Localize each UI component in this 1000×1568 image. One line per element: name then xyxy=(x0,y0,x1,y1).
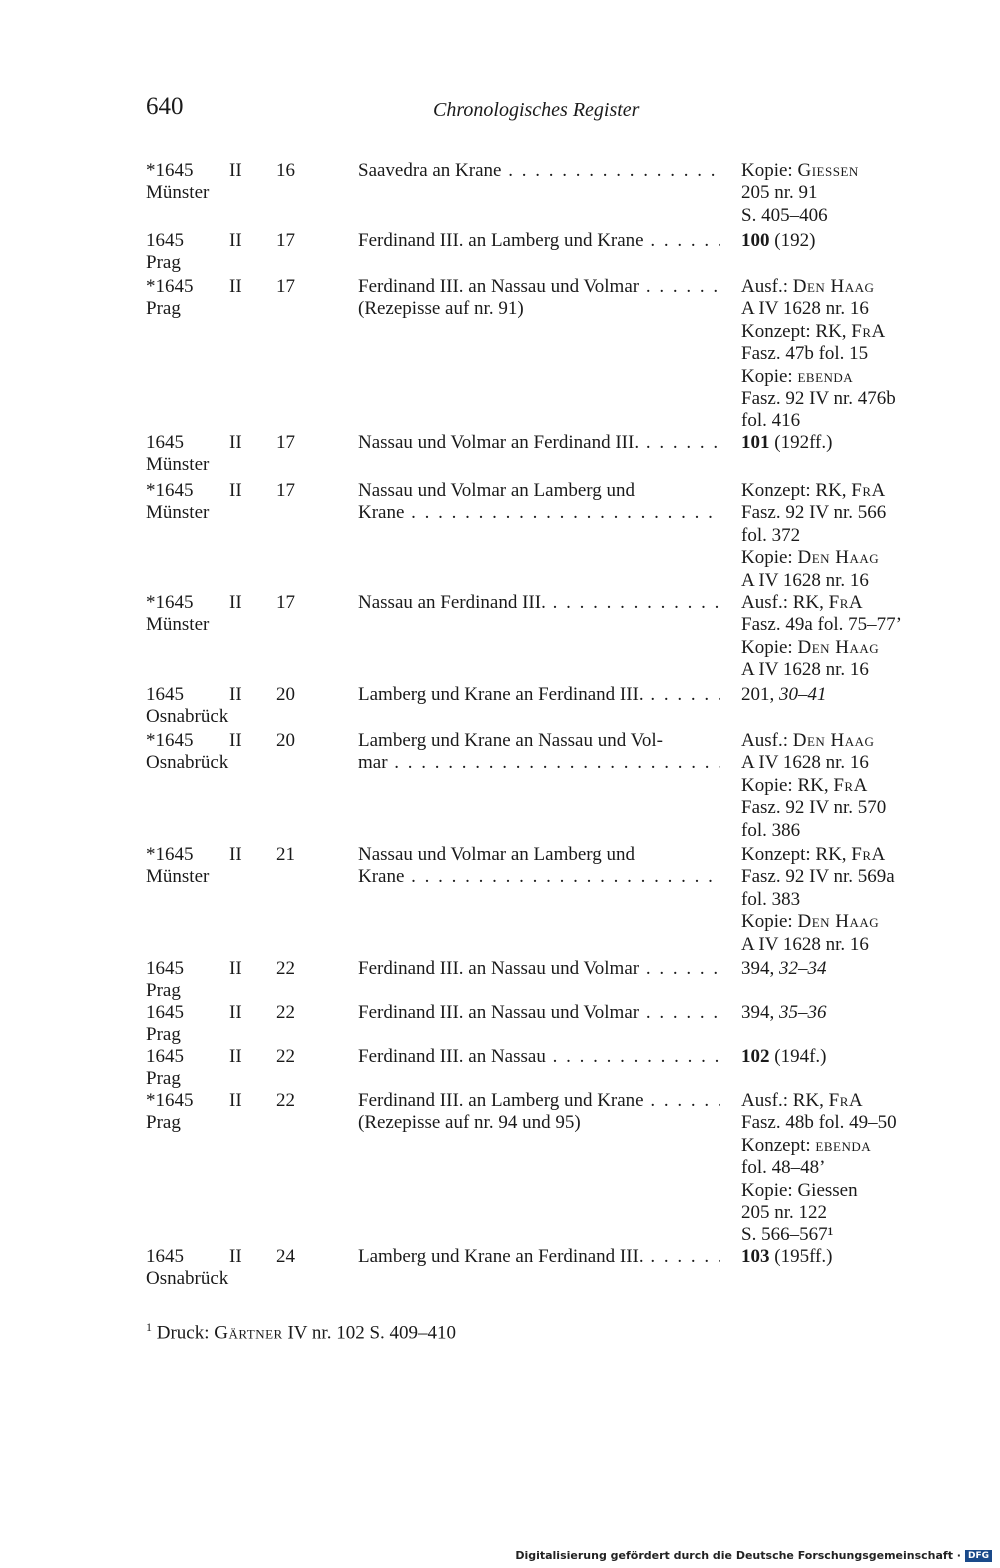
source-segment: fol. 386 xyxy=(741,819,801,841)
source-segment: 394, xyxy=(741,958,779,979)
source-line xyxy=(741,592,941,614)
source-line xyxy=(741,934,941,956)
source-line xyxy=(741,958,941,980)
source-segment: FrA xyxy=(851,320,886,342)
entry-day: 20 xyxy=(276,730,295,751)
description-line: Ferdinand III. an Nassau und Volmar . . . xyxy=(358,276,720,298)
entry-source xyxy=(741,230,941,252)
entry-description xyxy=(358,276,720,321)
source-segment: Konzept: xyxy=(741,1134,816,1156)
entry-month: II xyxy=(229,276,242,297)
source-line xyxy=(741,844,941,866)
source-segment: A IV 1628 nr. 16 xyxy=(741,933,869,955)
entry-month: II xyxy=(229,684,242,705)
credit-text: Digitalisierung gefördert durch die Deutsche Forschungsgemeinschaft · xyxy=(515,1549,961,1562)
source-line xyxy=(741,775,941,797)
entry-description xyxy=(358,1090,720,1135)
entry-place: Osnabrück xyxy=(146,1268,229,1290)
source-line xyxy=(741,614,941,636)
source-segment: A IV 1628 nr. 16 xyxy=(741,752,869,774)
entry-description xyxy=(358,230,720,252)
source-line xyxy=(741,410,941,432)
footnote xyxy=(146,1320,456,1344)
source-segment: Ausf.: RK, xyxy=(741,592,829,613)
source-segment: 101 xyxy=(741,432,770,453)
entry-day: 17 xyxy=(276,276,295,297)
page-header xyxy=(0,93,1000,133)
entry-description xyxy=(358,730,720,775)
source-line xyxy=(741,547,941,569)
page-number: 640 xyxy=(146,93,184,120)
source-segment: Kopie: Giessen xyxy=(741,1179,858,1201)
entry-year: 1645 xyxy=(146,958,184,979)
description-line: mar . . . xyxy=(358,752,720,774)
source-segment: Kopie: xyxy=(741,365,798,387)
footnote-marker: 1 xyxy=(146,1320,152,1334)
entry-day: 17 xyxy=(276,480,295,501)
source-line xyxy=(741,1157,941,1179)
source-segment: Den Haag xyxy=(797,636,880,658)
source-segment: A IV 1628 nr. 16 xyxy=(741,569,869,591)
source-segment: 205 nr. 91 xyxy=(741,182,818,204)
entry-place: Prag xyxy=(146,298,181,320)
source-line xyxy=(741,911,941,933)
source-segment: 205 nr. 122 xyxy=(741,1202,828,1224)
source-segment: Kopie: xyxy=(741,911,798,933)
entry-description xyxy=(358,684,720,706)
source-segment: 201, xyxy=(741,684,779,705)
source-segment: Ausf.: xyxy=(741,276,793,297)
source-segment: Giessen xyxy=(797,160,859,181)
entry-place: Prag xyxy=(146,1024,181,1046)
source-segment: Den Haag xyxy=(797,547,880,569)
entry-place: Prag xyxy=(146,1112,181,1134)
source-segment: A IV 1628 nr. 16 xyxy=(741,659,869,681)
entry-place: Prag xyxy=(146,252,181,274)
entry-year: *1645 xyxy=(146,592,194,613)
entry-place: Osnabrück xyxy=(146,706,229,728)
entry-month: II xyxy=(229,160,242,181)
entry-description xyxy=(358,480,720,525)
source-segment: Fasz. 47b fol. 15 xyxy=(741,343,869,365)
entry-day: 21 xyxy=(276,844,295,865)
source-segment: (195ff.) xyxy=(769,1246,833,1267)
entry-year: 1645 xyxy=(146,432,184,453)
description-line: Lamberg und Krane an Nassau und Vol- xyxy=(358,730,663,751)
source-segment: S. 566–567¹ xyxy=(741,1224,834,1246)
source-line xyxy=(741,276,941,298)
entry-month: II xyxy=(229,432,242,453)
entry-source xyxy=(741,1046,941,1068)
entry-month: II xyxy=(229,958,242,979)
entry-source xyxy=(741,480,941,592)
entry-description xyxy=(358,592,720,614)
entry-month: II xyxy=(229,1002,242,1023)
source-line xyxy=(741,797,941,819)
description-line: Lamberg und Krane an Ferdinand III. . . . xyxy=(358,1246,720,1268)
source-segment: FrA xyxy=(833,774,868,796)
entry-source xyxy=(741,684,941,706)
entry-description xyxy=(358,958,720,980)
source-segment: fol. 372 xyxy=(741,524,801,546)
entry-day: 22 xyxy=(276,1002,295,1023)
entry-month: II xyxy=(229,230,242,251)
source-line xyxy=(741,1112,941,1134)
description-line: (Rezepisse auf nr. 91) xyxy=(358,298,524,320)
entry-day: 22 xyxy=(276,1090,295,1111)
footnote-author: Gärtner xyxy=(214,1322,283,1344)
source-segment: Konzept: RK, xyxy=(741,844,852,865)
entry-source xyxy=(741,730,941,842)
description-line: Nassau und Volmar an Ferdinand III. . . . xyxy=(358,432,720,454)
entry-place: Prag xyxy=(146,1068,181,1090)
source-line xyxy=(741,659,941,681)
source-segment: Fasz. 92 IV nr. 570 xyxy=(741,797,887,819)
source-segment: 100 xyxy=(741,230,770,251)
source-segment: Fasz. 92 IV nr. 569a xyxy=(741,866,895,888)
source-segment: ebenda xyxy=(797,365,854,387)
source-segment: fol. 48–48’ xyxy=(741,1157,826,1179)
entry-month: II xyxy=(229,730,242,751)
entry-source xyxy=(741,1246,941,1268)
running-title: Chronologisches Register xyxy=(433,99,640,121)
entry-description xyxy=(358,1002,720,1024)
entry-source xyxy=(741,160,941,227)
source-line xyxy=(741,502,941,524)
description-line: Ferdinand III. an Nassau . . . xyxy=(358,1046,720,1068)
source-line xyxy=(741,1090,941,1112)
entry-day: 20 xyxy=(276,684,295,705)
source-line xyxy=(741,1002,941,1024)
entry-month: II xyxy=(229,844,242,865)
entry-source xyxy=(741,432,941,454)
source-segment: fol. 416 xyxy=(741,410,801,432)
source-segment: ebenda xyxy=(815,1134,872,1156)
entry-month: II xyxy=(229,1046,242,1067)
entry-year: *1645 xyxy=(146,730,194,751)
source-line xyxy=(741,684,941,706)
dfg-logo: DFG xyxy=(965,1550,992,1562)
source-segment: 32–34 xyxy=(779,958,827,979)
source-line xyxy=(741,205,941,227)
entry-description xyxy=(358,160,720,182)
entry-source xyxy=(741,844,941,956)
source-segment: Den Haag xyxy=(792,276,875,297)
source-segment: Konzept: RK, xyxy=(741,480,852,501)
source-segment: S. 405–406 xyxy=(741,204,828,226)
entry-source xyxy=(741,276,941,433)
source-line xyxy=(741,343,941,365)
source-segment: (192ff.) xyxy=(769,432,833,453)
source-segment: Kopie: xyxy=(741,636,798,658)
source-line xyxy=(741,1202,941,1224)
entry-description xyxy=(358,844,720,889)
source-segment: 30–41 xyxy=(779,684,827,705)
entry-place: Münster xyxy=(146,866,210,888)
source-segment: Kopie: xyxy=(741,547,798,569)
entry-day: 17 xyxy=(276,592,295,613)
entry-place: Münster xyxy=(146,182,210,204)
digitization-credit xyxy=(515,1549,992,1562)
entry-place: Münster xyxy=(146,454,210,476)
entry-day: 17 xyxy=(276,432,295,453)
source-line xyxy=(741,432,941,454)
source-segment: Fasz. 92 IV nr. 566 xyxy=(741,502,887,524)
entry-year: *1645 xyxy=(146,160,194,181)
source-segment: 35–36 xyxy=(779,1002,827,1023)
description-line: Ferdinand III. an Lamberg und Krane . . . xyxy=(358,1090,720,1112)
description-line: Ferdinand III. an Nassau und Volmar . . . xyxy=(358,958,720,980)
source-segment: FrA xyxy=(851,844,886,865)
source-line xyxy=(741,637,941,659)
source-segment: 103 xyxy=(741,1246,770,1267)
entry-day: 17 xyxy=(276,230,295,251)
source-line xyxy=(741,321,941,343)
entry-month: II xyxy=(229,592,242,613)
description-line: Lamberg und Krane an Ferdinand III. . . . xyxy=(358,684,720,706)
entry-source xyxy=(741,958,941,980)
source-segment: FrA xyxy=(851,480,886,501)
entry-day: 24 xyxy=(276,1246,295,1267)
source-segment: Fasz. 92 IV nr. 476b xyxy=(741,388,896,410)
entry-place: Prag xyxy=(146,980,181,1002)
source-line xyxy=(741,820,941,842)
entry-year: 1645 xyxy=(146,1246,184,1267)
entry-source xyxy=(741,1090,941,1247)
entry-year: *1645 xyxy=(146,276,194,297)
source-line xyxy=(741,230,941,252)
entry-source xyxy=(741,1002,941,1024)
description-line: Ferdinand III. an Lamberg und Krane . . . xyxy=(358,230,720,252)
source-line xyxy=(741,1135,941,1157)
source-segment: 102 xyxy=(741,1046,770,1067)
description-line: Krane . . . xyxy=(358,866,720,888)
source-line xyxy=(741,1046,941,1068)
source-line xyxy=(741,182,941,204)
entry-place: Münster xyxy=(146,614,210,636)
source-segment: (192) xyxy=(769,230,816,251)
entry-year: *1645 xyxy=(146,844,194,865)
entry-month: II xyxy=(229,1246,242,1267)
source-segment: Konzept: RK, xyxy=(741,320,852,342)
source-segment: Kopie: xyxy=(741,160,798,181)
description-line: Saavedra an Krane . . . xyxy=(358,160,720,182)
entry-source xyxy=(741,592,941,682)
source-line xyxy=(741,388,941,410)
footnote-rest: IV nr. 102 S. 409–410 xyxy=(282,1322,457,1344)
source-segment: Fasz. 49a fol. 75–77’ xyxy=(741,614,902,636)
footnote-prefix: Druck: xyxy=(152,1322,215,1344)
source-line xyxy=(741,1246,941,1268)
source-line xyxy=(741,366,941,388)
description-line: Nassau an Ferdinand III. . . . xyxy=(358,592,720,614)
entry-description xyxy=(358,432,720,454)
entry-year: 1645 xyxy=(146,1046,184,1067)
entry-day: 16 xyxy=(276,160,295,181)
entry-day: 22 xyxy=(276,958,295,979)
description-line: Krane . . . xyxy=(358,502,720,524)
description-line: (Rezepisse auf nr. 94 und 95) xyxy=(358,1112,581,1134)
source-line xyxy=(741,160,941,182)
source-line xyxy=(741,298,941,320)
source-segment: Kopie: RK, xyxy=(741,774,834,796)
description-line: Ferdinand III. an Nassau und Volmar . . . xyxy=(358,1002,720,1024)
description-line: Nassau und Volmar an Lamberg und xyxy=(358,480,636,501)
entry-description xyxy=(358,1246,720,1268)
entry-year: *1645 xyxy=(146,480,194,501)
source-segment: fol. 383 xyxy=(741,888,801,910)
source-line xyxy=(741,1224,941,1246)
source-segment: Fasz. 48b fol. 49–50 xyxy=(741,1112,897,1134)
entry-year: 1645 xyxy=(146,1002,184,1023)
entry-description xyxy=(358,1046,720,1068)
source-line xyxy=(741,752,941,774)
description-line: Nassau und Volmar an Lamberg und xyxy=(358,844,636,865)
source-line xyxy=(741,730,941,752)
source-segment: (194f.) xyxy=(769,1046,827,1067)
entry-month: II xyxy=(229,480,242,501)
entry-year: *1645 xyxy=(146,1090,194,1111)
source-line xyxy=(741,570,941,592)
entry-year: 1645 xyxy=(146,684,184,705)
entry-place: Osnabrück xyxy=(146,752,229,774)
entry-year: 1645 xyxy=(146,230,184,251)
source-line xyxy=(741,480,941,502)
source-line xyxy=(741,889,941,911)
source-segment: Den Haag xyxy=(797,911,880,933)
source-segment: Den Haag xyxy=(792,730,875,751)
source-segment: A IV 1628 nr. 16 xyxy=(741,298,869,320)
source-line xyxy=(741,1180,941,1202)
source-segment: Ausf.: xyxy=(741,730,793,751)
source-segment: FrA xyxy=(828,592,864,613)
source-line xyxy=(741,866,941,888)
source-segment: Ausf.: RK, xyxy=(741,1090,829,1111)
entry-day: 22 xyxy=(276,1046,295,1067)
source-segment: FrA xyxy=(828,1090,864,1111)
source-segment: 394, xyxy=(741,1002,779,1023)
entry-place: Münster xyxy=(146,502,210,524)
entry-month: II xyxy=(229,1090,242,1111)
source-line xyxy=(741,525,941,547)
